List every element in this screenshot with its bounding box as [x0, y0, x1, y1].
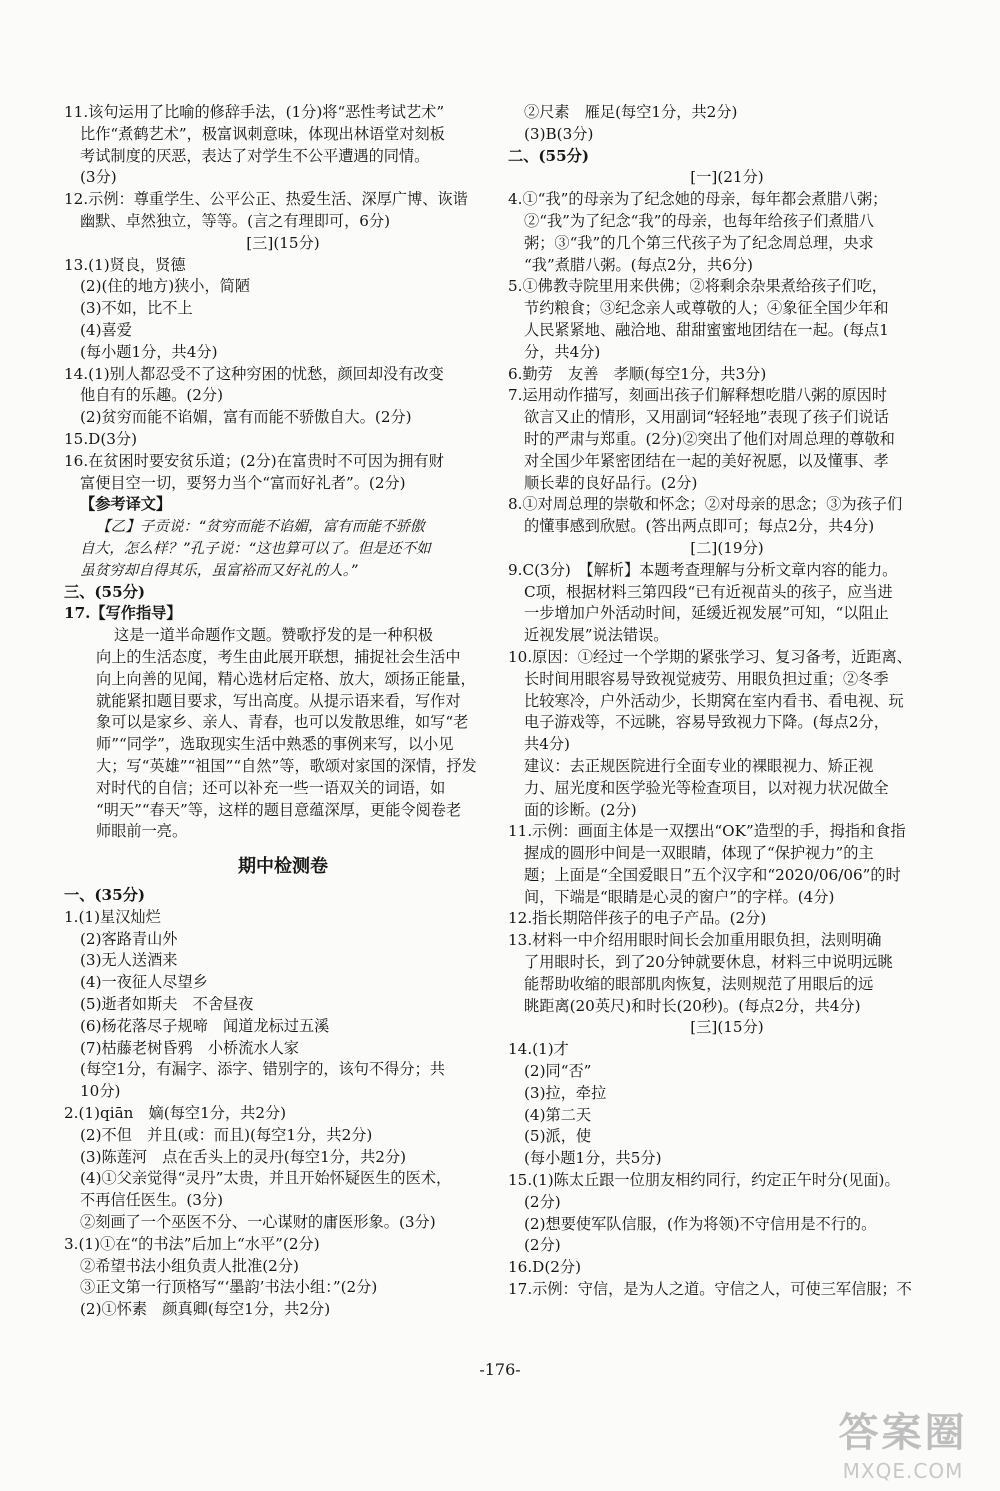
text-line: 13.(1)贤良，贤德: [64, 255, 186, 274]
text-line: (2分): [524, 1236, 561, 1255]
text-line: 他自有的乐趣。(2分): [80, 386, 224, 405]
text-line: (3分): [80, 168, 117, 187]
text-line: 握成的圆形中间是一双眼睛，体现了“保护视力”的主: [524, 844, 874, 863]
text-line: (每小题1分，共5分): [524, 1149, 662, 1168]
text-line: 眺距离(20英尺)和时长(20秒)。(每点2分，共4分): [524, 996, 861, 1015]
left-column: [64, 102, 502, 1321]
text-line: (2)(住的地方)狭小，简陋: [80, 277, 251, 296]
text-line: 题；上面是“全国爱眼日”五个汉字和“2020/06/06”的时: [524, 865, 901, 884]
text-line: (4)一夜征人尽望乡: [80, 973, 208, 992]
text-line: 6.勤劳 友善 孝顺(每空1分，共3分): [508, 364, 767, 383]
text-line: 近视发展”说法错误。: [524, 626, 669, 645]
text-line: (2)不但 并且(或：而且)(每空1分，共2分): [80, 1125, 373, 1144]
text-line: (2)想要使军队信服，(作为将领)不守信用是不行的。: [524, 1214, 877, 1233]
text-line: 的懂事感到欣慰。(答出两点即可；每点2分，共4分): [524, 517, 875, 536]
text-line: 幽默、卓然独立，等等。(言之有理即可，6分): [80, 211, 391, 230]
text-line: (7)枯藤老树昏鸦 小桥流水人家: [80, 1038, 299, 1057]
right-column: [508, 102, 946, 1301]
section-heading: 17.【写作指导】: [64, 604, 182, 623]
text-line: 17.示例：守信，是为人之道。守信之人，可使三军信服；不: [508, 1280, 912, 1299]
text-line: 粥；③“我”的几个第三代孩子为了纪念周总理，央求: [524, 233, 874, 252]
section-heading: 三、(55分): [64, 582, 146, 601]
text-line: (2)同“否”: [524, 1062, 592, 1081]
section-heading: 一、(35分): [64, 886, 146, 905]
text-line: (4)喜爱: [80, 320, 132, 339]
text-line: 人民紧紧地、融洽地、甜甜蜜蜜地团结在一起。(每点1: [524, 320, 889, 339]
text-line: C项，根据材料三第四段“已有近视苗头的孩子，应当进: [524, 582, 893, 601]
reference-translation-line: 【乙】子贡说：“贫穷而能不谄媚，富有而能不骄傲: [96, 518, 425, 536]
text-line: 向上向善的见闻，精心选材后定格、放大，颂扬正能量，: [96, 669, 476, 688]
text-line: 11.示例：画面主体是一双摆出“OK”造型的手，拇指和食指: [508, 822, 906, 841]
text-line: 分，共4分): [524, 342, 601, 361]
subsection-heading: [二](19分): [690, 538, 764, 557]
text-line: 一步增加户外活动时间，延缓近视发展”可知，“以阻止: [524, 604, 889, 623]
text-line: (3)B(3分): [524, 124, 594, 143]
text-line: 9.C(3分) 【解析】本题考查理解与分析文章内容的能力。: [508, 560, 898, 579]
text-line: 10分): [80, 1082, 121, 1101]
text-line: (2)客路青山外: [80, 929, 178, 948]
text-line: 时的严肃与郑重。(2分)②突出了他们对周总理的尊敬和: [524, 429, 895, 448]
subsection-heading: [一](21分): [690, 168, 764, 187]
text-line: 15.(1)陈太丘跟一位朋友相约同行，约定正午时分(见面)。: [508, 1171, 900, 1190]
text-line: 11.该句运用了比喻的修辞手法，(1分)将“恶性考试艺术”: [64, 103, 445, 121]
text-line: 这是一道半命题作文题。赞歌抒发的是一种积极: [114, 626, 433, 645]
text-line: (2)贫穷而能不谄媚，富有而能不骄傲自大。(2分): [80, 408, 412, 427]
text-line: ②尺素 雁足(每空1分，共2分): [524, 103, 738, 121]
watermark: [818, 1408, 988, 1486]
text-line: 14.(1)才: [508, 1040, 569, 1059]
text-line: 了用眼时长，到了20分钟就要休息，材料三中说明远眺: [524, 953, 893, 972]
text-line: (2分): [524, 1192, 561, 1211]
text-line: 力、屈光度和医学验光等检查项目，以对视力状况做全: [524, 778, 889, 797]
watermark-logo-text: 答案圈: [838, 1410, 968, 1456]
text-line: 面的诊断。(2分): [524, 800, 637, 819]
text-line: (4)①父亲觉得“灵丹”太贵，并且开始怀疑医生的医术，: [80, 1169, 452, 1188]
text-line: 不再信任医生。(3分): [80, 1191, 224, 1210]
text-line: 8.①对周总理的崇敬和怀念；②对母亲的思念；③为孩子们: [508, 495, 903, 514]
text-line: 顺长辈的良好品行。(2分): [524, 473, 698, 492]
section-heading: 【参考译文】: [80, 495, 172, 514]
text-line: 长时间用眼容易导致视觉疲劳、用眼负担过重；②冬季: [524, 669, 889, 688]
text-line: 欲言又止的情形，又用副词“轻轻地”表现了孩子们说话: [524, 408, 889, 427]
text-line: (每空1分，有漏字、添字、错别字的，该句不得分；共: [80, 1060, 445, 1079]
text-line: (4)第二天: [524, 1105, 592, 1124]
text-line: 1.(1)星汉灿烂: [64, 907, 161, 926]
text-line: “明天”“春天”等，这样的题目意蕴深厚，更能令阅卷老: [96, 800, 462, 819]
reference-translation-line: 虽贫穷却自得其乐，虽富裕而又好礼的人。”: [80, 561, 358, 579]
text-line: (3)不如，比不上: [80, 299, 193, 318]
text-line: “我”煮腊八粥。(每点2分，共6分): [524, 255, 753, 274]
text-line: 比作“煮鹤艺术”，极富讽刺意味，体现出林语堂对刻板: [80, 124, 445, 143]
text-line: 13.材料一中介绍用眼时间长会加重用眼负担，法则明确: [508, 931, 882, 950]
text-line: ②刻画了一个巫医不分、一心谋财的庸医形象。(3分): [80, 1213, 436, 1232]
subsection-heading: [三](15分): [246, 233, 320, 252]
text-line: 4.①“我”的母亲为了纪念她的母亲，每年都会煮腊八粥；: [508, 190, 888, 209]
section-title: 期中检测卷: [238, 856, 328, 878]
reference-translation-line: 自大，怎么样？”孔子说：“这也算可以了。但是还不如: [80, 539, 431, 557]
text-line: 对全国少年紧密团结在一起的美好祝愿，以及懂事、孝: [524, 451, 889, 470]
subsection-heading: [三](15分): [690, 1018, 764, 1037]
text-line: 10.原因：①经过一个学期的紧张学习、复习备考，近距离、: [508, 647, 912, 666]
text-line: 富便目空一切，要努力当个“富而好礼者”。(2分): [80, 473, 406, 492]
text-line: 12.示例：尊重学生、公平公正、热爱生活、深厚广博、诙谐: [64, 190, 468, 209]
text-line: 14.(1)别人都忍受不了这种穷困的忧愁，颜回却没有改变: [64, 364, 444, 383]
text-line: 16.在贫困时要安贫乐道；(2分)在富贵时不可因为拥有财: [64, 451, 444, 470]
text-line: 16.D(2分): [508, 1258, 582, 1277]
section-heading: 二、(55分): [508, 146, 590, 165]
text-line: 3.(1)①在“的书法”后加上“水平”(2分): [64, 1234, 320, 1253]
text-line: 师”“同学”，选取现实生活中熟悉的事例来写，以小见: [96, 735, 454, 754]
text-line: 就能紧扣题目要求，写出高度。从提示语来看，写作对: [96, 691, 461, 710]
text-line: 向上的生活态度，考生由此展开联想，捕捉社会生活中: [96, 647, 461, 666]
text-line: 15.D(3分): [64, 429, 138, 448]
text-line: (2)①怀素 颜真卿(每空1分，共2分): [80, 1300, 331, 1319]
text-line: 大；写“英雄”“祖国”“自然”等，歌颂对家国的深情，抒发: [96, 756, 477, 775]
text-line: 比较寒冷，户外活动少，长期窝在室内看书、看电视、玩: [524, 691, 904, 710]
text-line: 师眼前一亮。: [96, 822, 188, 841]
text-line: ②希望书法小组负责人批准(2分): [80, 1256, 299, 1275]
text-line: (3)拉，牵拉: [524, 1083, 607, 1102]
text-line: 电子游戏等，不远眺，容易导致视力下降。(每点2分，: [524, 713, 889, 732]
text-line: 对时代的自信；还可以补充一些一语双关的词语，如: [96, 778, 446, 797]
page-number: -176-: [479, 1360, 521, 1379]
text-line: (6)杨花落尽子规啼 闻道龙标过五溪: [80, 1016, 330, 1035]
text-line: ②“我”为了纪念“我”的母亲，也每年给孩子们煮腊八: [524, 211, 874, 230]
text-line: 2.(1)qiān 嫡(每空1分，共2分): [64, 1104, 287, 1123]
text-line: 间，下端是“眼睛是心灵的窗户”的字样。(4分): [524, 887, 835, 906]
text-line: 建议：去正规医院进行全面专业的裸眼视力、矫正视: [524, 756, 874, 775]
text-line: (5)逝者如斯夫 不舍昼夜: [80, 995, 254, 1014]
text-line: 节约粮食；③纪念亲人或尊敬的人；④象征全国少年和: [524, 299, 889, 318]
text-line: (3)陈莲河 点在舌头上的灵丹(每空1分，共2分): [80, 1147, 407, 1166]
text-line: 7.运用动作描写，刻画出孩子们解释想吃腊八粥的原因时: [508, 386, 887, 405]
text-line: 共4分): [524, 735, 570, 754]
text-line: 考试制度的厌恶，表达了对学生不公平遭遇的同情。: [80, 146, 430, 165]
text-line: (每小题1分，共4分): [80, 342, 218, 361]
text-line: 5.①佛教寺院里用来供佛；②将剩余杂果煮给孩子们吃，: [508, 277, 887, 296]
text-line: 象可以是家乡、亲人、青春，也可以发散思维，如写“老: [96, 713, 469, 732]
text-line: 12.指长期陪伴孩子的电子产品。(2分): [508, 909, 767, 928]
text-line: (3)无人送酒来: [80, 951, 178, 970]
text-line: (5)派，使: [524, 1127, 592, 1146]
watermark-domain: MXQE.COM: [842, 1459, 964, 1483]
text-line: 能帮助收缩的眼部肌肉恢复，法则规范了用眼后的远: [524, 974, 874, 993]
text-line: ③正文第一行顶格写“‘墨韵’书法小组：”(2分): [80, 1278, 378, 1297]
